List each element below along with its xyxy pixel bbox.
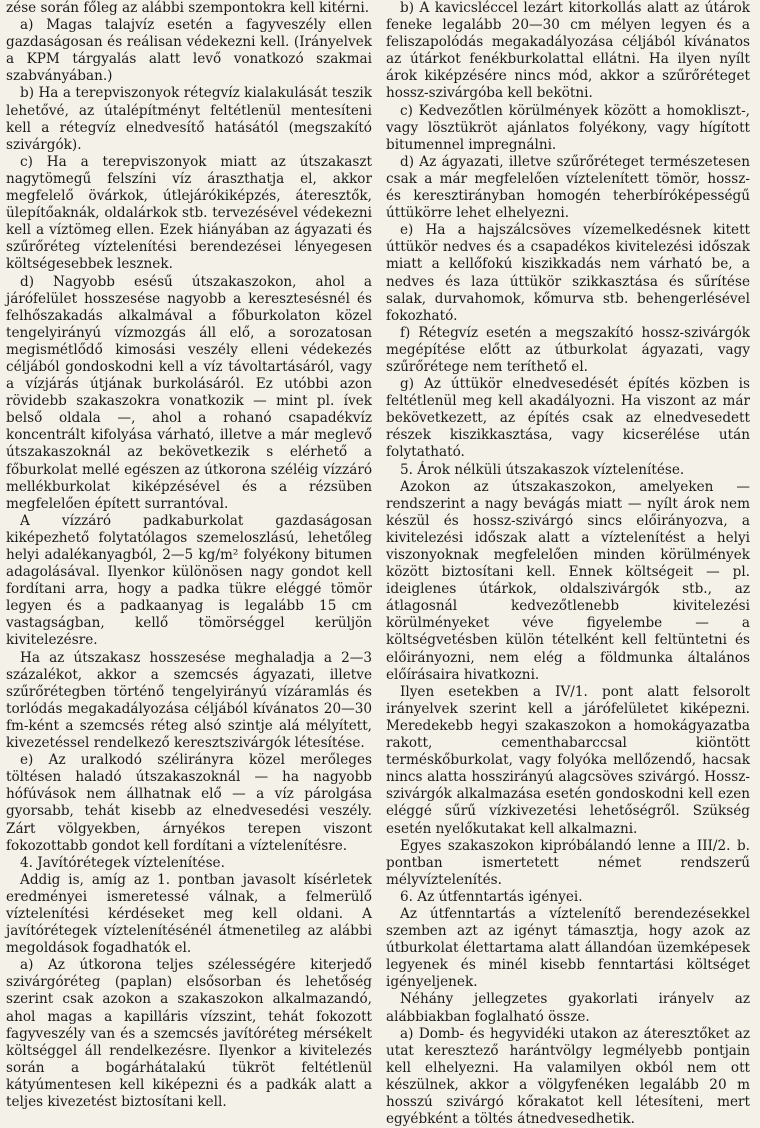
paragraph: a) Domb- és hegyvidéki utakon az áteresztőket az utat keresztező harántvölgy legmélyebb pontjain kell elhelyezni. Ha valamilyen okból nem ott készülnek, akkor a völgyfenéken legalább 20 m hosszú szivárgó kőrakatot kell létesíteni, mert egyébként a töltés átnedvesedhetik. [386, 1025, 750, 1128]
paragraph: b) Ha a terepviszonyok rétegvíz kialakulását teszik lehetővé, az útalépítményt feltétlenül mentesíteni kell a rétegvíz elnedvesítő hatásától (megszakító szivárgók). [6, 85, 372, 153]
paragraph: Azokon az útszakaszokon, amelyeken — rendszerint a nagy bevágás miatt — nyílt árok nem készül és hossz-szivárgó sincs előirányozva, a kivitelezési időszak alatt a víztelenítést a helyi viszonyoknak megfelelően minden körülmények között biztosítani kell. Ennek költségeit — pl. ideiglenes útárkok, oldalszivárgók stb., az átlagosnál kedvezőtlenebb kivitelezési körülményeket véve figyelembe — a költségvetésben külön tételként kell feltüntetni és előirányozni, nem elég a földmunka általános előírásaira hivatkozni. [386, 478, 750, 683]
section-heading: 4. Javítórétegek víztelenítése. [20, 854, 225, 871]
paragraph: f) Rétegvíz esetén a megszakító hossz-szivárgók megépítése előtt az útburkolat ágyazati, vagy szűrőrétege nem teríthető el. [386, 324, 750, 375]
paragraph: e) Ha a hajszálcsöves vízemelkedésnek kitett úttükör nedves és a csapadékos kivitelezési időszak miatt a kellőfokú kiszikkadás nem várható be, a nedves és laza úttükör szikkasztása és sűrítése salak, durvahomok, kőmurva stb. behengerlésével fokozható. [386, 222, 750, 324]
section-heading: 5. Árok nélküli útszakaszok víztelenítése. [400, 461, 685, 478]
paragraph: g) Az úttükör elnedvesedését építés közben is feltétlenül meg kell akadályozni. Ha viszont az már bekövetkezett, az építés csak az elnedvesedett részek kiszikkasztása, vagy kicserélése után folytatható. [386, 376, 750, 461]
left-column [6, 0, 378, 1110]
paragraph: Egyes szakaszokon kipróbálandó lenne a III/2. b. pontban ismertetett német rendszerű mélyvíztelenítés. [386, 837, 750, 888]
paragraph: d) Az ágyazati, illetve szűrőréteget természetesen csak a már megfelelően víztelenített tömör, hossz- és keresztirányban homogén teherbíróképességű úttükörre lehet elhelyezni. [386, 153, 750, 222]
paragraph: c) Kedvezőtlen körülmények között a homokliszt-, vagy lösztükröt ajánlatos folyékony, vagy hígított bitumennel impregnálni. [386, 102, 750, 153]
paragraph: Ha az útszakasz hosszesése meghaladja a 2—3 százalékot, akkor a szemcsés ágyazati, illetve szűrőrétegben történő tengelyirányú vízáramlás és torlódás megakadályozása céljából kívánatos 20—30 fm-ként a szemcsés réteg alsó szintje alá mélyített, kivezetéssel rendelkező keresztszivárgók létesítése. [6, 649, 372, 752]
section-heading: 6. Az útfenntartás igényei. [400, 888, 583, 905]
paragraph: a) Magas talajvíz esetén a fagyveszély ellen gazdaságosan és reálisan védekezni kell. (Irányelvek a KPM tárgyalás alatt levő vonatkozó szakmai szabványában.) [6, 17, 372, 85]
paragraph: c) Ha a terepviszonyok miatt az útszakaszt nagytömegű felszíni víz áraszthatja el, akkor megfelelő övárkok, útlejárókiképzés, áteresztők, ülepítőaknák, oldalárkok stb. tervezésével védekezni kell a víztömeg ellen. Ezek hiányában az ágyazati és szűrőréteg víztelenítési berendezései lényegesen költségesebbek lesznek. [6, 153, 372, 273]
paragraph: Addig is, amíg az 1. pontban javasolt kísérletek eredményei ismeretessé válnak, a felmerülő víztelenítési kérdéseket meg kell oldani. A javítórétegek víztelenítésénél átmenetileg az alábbi megoldások fogadhatók el. [6, 871, 372, 957]
paragraph: d) Nagyobb esésű útszakaszokon, ahol a járófelület hosszesése nagyobb a keresztesésnél és felhőszakadás alkalmával a főburkolaton közel tengelyirányú vízmozgás áll elő, a sorozatosan megismétlődő kimosási veszély elleni védekezés céljából gondoskodni kell a víz távoltartásáról, vagy a vízjárás útjának burkolásáról. Ez utóbbi azon rövidebb szakaszokra vonatkozik — mint pl. ívek belső oldala —, ahol a rohanó csapadékvíz koncentrált kifolyása várható, illetve a már meglevő útszakaszoknál az bekövetkezik s elérhető a főburkolat mellé egészen az útkorona széléig vízzáró mellékburkolat kiképzésével és a rézsüben megfelelően épített surrantóval. [6, 273, 372, 512]
paragraph: Az útfenntartás a víztelenítő berendezésekkel szemben azt az igényt támasztja, hogy azok az útburkolat élettartama alatt állandóan üzemképesek legyenek és minél kisebb fenntartási költséget igényeljenek. [386, 905, 750, 991]
paragraph: Ilyen esetekben a IV/1. pont alatt felsorolt irányelvek szerint kell a járófelületet kiképezni. Meredekebb hegyi szakaszokon a homokágyazatba rakott, cementhabarccsal kiöntött terméskőburkolat, vagy folyóka mellőzendő, hacsak nincs alatta hosszirányú alagcsöves szivárgó. Hossz-szivárgók alkalmazása esetén gondoskodni kell ezen eléggé sűrű vízkivezetési lehetőségről. Szükség esetén nyelőkutakat kell alkalmazni. [386, 683, 750, 837]
right-column [378, 0, 750, 1128]
paragraph: A vízzáró padkaburkolat gazdaságosan kiképezhető folytatólagos szemeloszlású, lehetőleg helyi adalékanyagból, 2—5 kg/m² folyékony bitumen adagolásával. Ilyenkor különösen nagy gondot kell fordítani arra, hogy a padka tükre eléggé tömör legyen és a padkaanyag is legalább 15 cm vastagságban, kellő tömörséggel kerüljön kivitelezésre. [6, 512, 372, 649]
paragraph: zése során főleg az alábbi szempontokra kell kitérni. [6, 0, 370, 16]
paragraph: b) A kavicsléccel lezárt kitorkollás alatt az útárok feneke legalább 20—30 cm mélyen legyen és a feliszapolódás megakadályozása céljából kívánatos az útárkot fenékburkolattal ellátni. Ha ilyen nyílt árok kiképzésére nincs mód, akkor a szűrőréteget hossz-szivárgóba kell bekötni. [386, 0, 750, 102]
paragraph: Néhány jellegzetes gyakorlati irányelv az alábbiakban foglalható össze. [386, 991, 750, 1025]
paragraph: e) Az uralkodó szélirányra közel merőleges töltésen haladó útszakaszoknál — ha nagyobb hófúvások nem állhatnak elő — a víz párolgása gyorsabb, tehát kisebb az elnedvesedési veszély. Zárt völgyekben, árnyékos terepen viszont fokozottabb gondot kell fordítani a víztelenítésre. [6, 752, 372, 854]
paragraph: a) Az útkorona teljes szélességére kiterjedő szivárgóréteg (paplan) elsősorban és lehetőség szerint csak azokon a szakaszokon alkalmazandó, ahol magas a kapilláris vízszint, tehát fokozott fagyveszély van és a szemcsés javítóréteg mérsékelt költséggel áll rendelkezésre. Ilyenkor a kivitelezés során a bogárhátalakú tükröt feltétlenül kátyúmentesen kell kiképezni és a padkák alatt a teljes kivezetést biztosítani kell. [6, 957, 372, 1110]
